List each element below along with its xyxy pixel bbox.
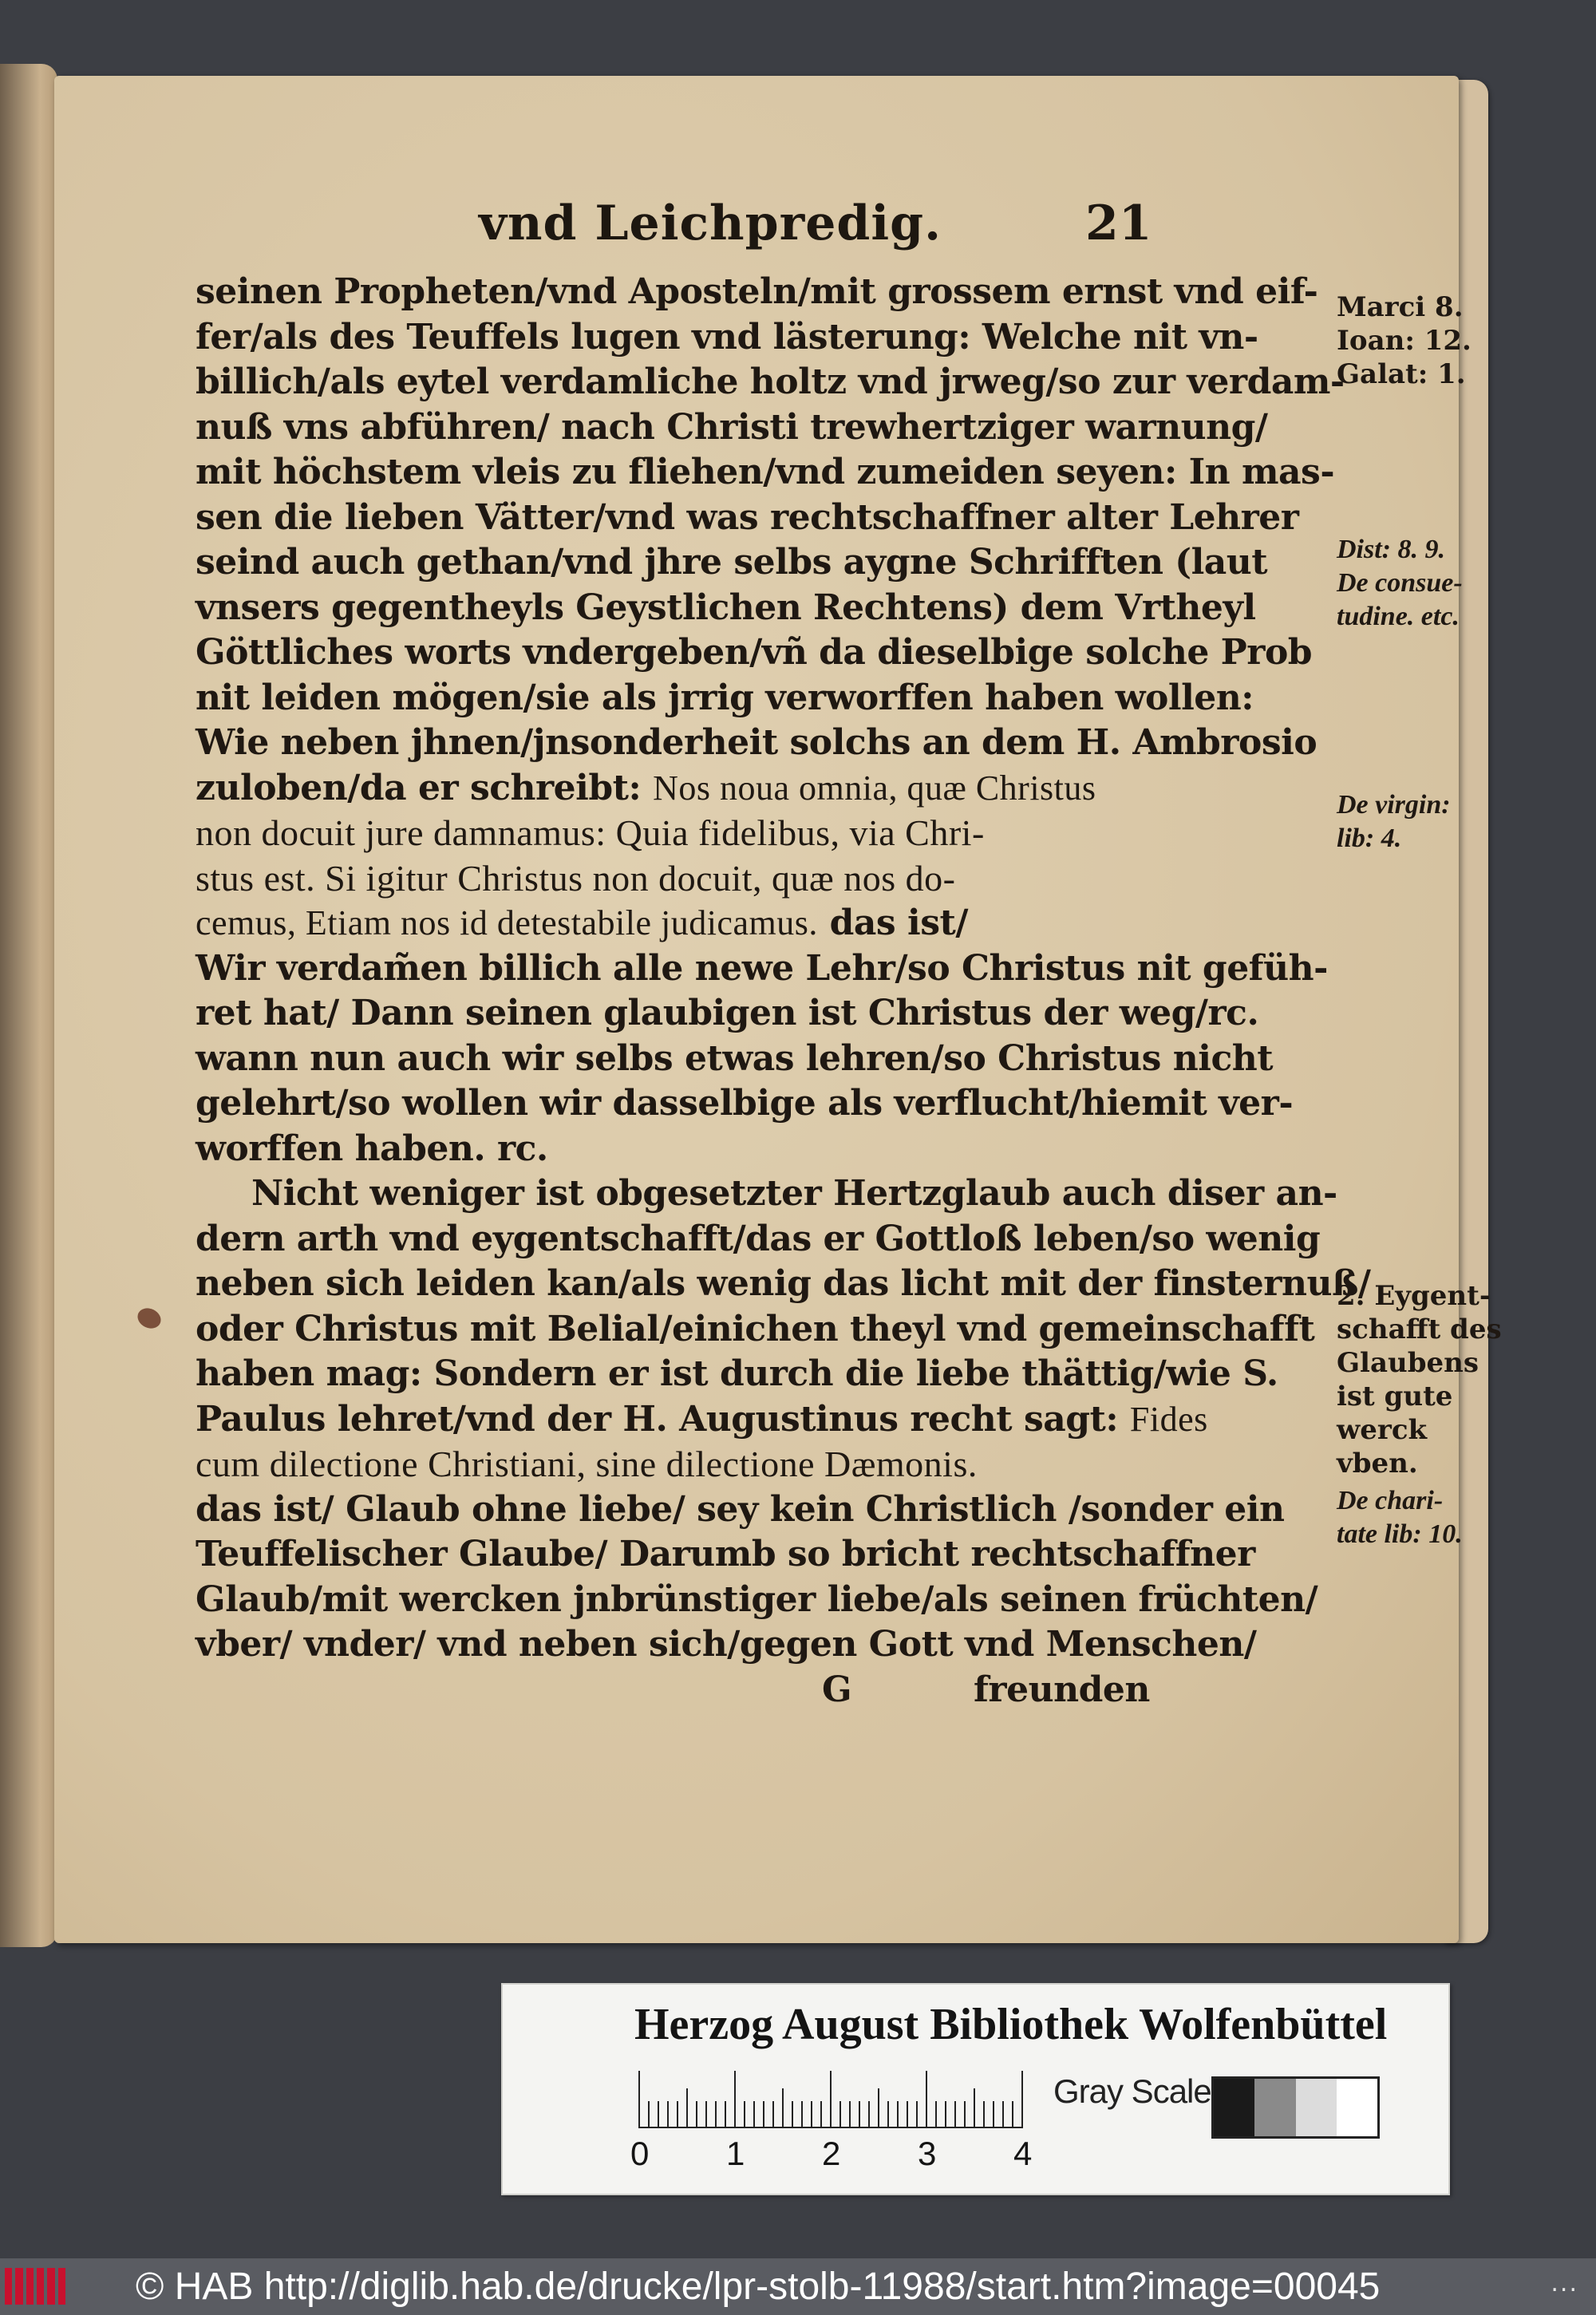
ruler-number: 4 (1013, 2135, 1033, 2172)
text-line: sen die lieben Vätter/vnd was rechtschaffner alter Lehrer (196, 496, 1299, 538)
text-latin: cemus, Etiam nos id detestabile judicamus. (196, 903, 818, 942)
ruler-tick (887, 2101, 889, 2128)
text-line: wann nun auch wir selbs etwas lehren/so Christus nicht (196, 1037, 1274, 1079)
ruler-tick (945, 2101, 946, 2128)
ruler-tick (638, 2071, 640, 2128)
margin-note: Dist: 8. 9. De consue- tudine. etc. (1337, 535, 1463, 631)
text-line: seinen Propheten/vnd Aposteln/mit grossem ernst vnd eif- (196, 271, 1318, 312)
logo-stripe (47, 2268, 54, 2305)
running-head: vnd Leichpredig. (479, 196, 942, 251)
text-line: mit höchstem vleis zu fliehen/vnd zumeiden seyen: In mas- (196, 452, 1335, 492)
gray-swatch (1296, 2079, 1337, 2136)
text-line: neben sich leiden kan/als wenig das licht mit der finsternuß/ (196, 1263, 1371, 1304)
ruler-number: 1 (726, 2135, 745, 2172)
text-line: Nicht weniger ist obgesetzter Hertzglaub auch diser an- (251, 1173, 1337, 1214)
ruler-tick (705, 2101, 707, 2128)
text-line: Teuffelischer Glaube/ Darumb so bricht rechtschaffner (196, 1534, 1255, 1574)
logo-stripe (37, 2268, 44, 2305)
text-line (196, 901, 1137, 946)
ruler-tick (667, 2101, 669, 2128)
text-line: fer/als des Teuffels lugen vnd lästerung: Welche nit vn- (196, 316, 1258, 358)
footer-bar (0, 2258, 1596, 2315)
text-line: gelehrt/so wollen wir dasselbige als verflucht/hiemit ver- (196, 1083, 1294, 1124)
ruler-tick (993, 2101, 994, 2128)
ruler-tick (974, 2088, 975, 2128)
facing-page-edge (0, 64, 57, 1947)
text-line: Wie neben jhnen/jnsonderheit solchs an dem H. Ambrosio (196, 722, 1317, 763)
text-line: Glaub/mit wercken jnbrünstiger liebe/als seinen früchten/ (196, 1578, 1318, 1620)
text-line: billich/als eytel verdamliche holtz vnd jrweg/so zur verdam- (196, 361, 1345, 402)
ruler-tick (811, 2101, 812, 2128)
text-line: Wir verdam̃en billich alle newe Lehr/so Christus nit gefüh- (196, 947, 1328, 989)
ruler-tick (839, 2101, 841, 2128)
ruler-tick (983, 2101, 985, 2128)
ruler-tick (849, 2101, 851, 2128)
text-line (196, 766, 1137, 812)
text-fraktur: das ist/ (829, 903, 968, 943)
ruler-tick (859, 2101, 860, 2128)
text-line: dern arth vnd eygentschafft/das er Gottloß leben/so wenig (196, 1218, 1321, 1259)
text-line: nuß vns abführen/ nach Christi trewhertziger warnung/ (196, 406, 1268, 448)
ruler-tick (954, 2101, 956, 2128)
gray-scale-bar (1211, 2076, 1380, 2139)
text-line-latin: non docuit jure damnamus: Quia fidelibus, via Chri- (196, 812, 985, 853)
signature-line (196, 1668, 1150, 1713)
signature-mark: G (822, 1669, 852, 1710)
logo-stripe (15, 2268, 22, 2305)
hab-logo-icon (5, 2268, 65, 2305)
more-icon[interactable]: ... (1551, 2270, 1578, 2297)
ruler-tick (677, 2101, 678, 2128)
ruler-tick (907, 2101, 908, 2128)
copyright-url[interactable]: © HAB http://diglib.hab.de/drucke/lpr-stolb-11988/start.htm?image=00045 (136, 2266, 1381, 2308)
ruler-tick (1012, 2101, 1013, 2128)
text-fraktur: Paulus lehret/vnd der H. Augustinus recht sagt: (196, 1398, 1119, 1440)
page-header (463, 196, 1181, 267)
margin-note: De chari- tate lib: 10. (1337, 1486, 1463, 1549)
ruler-tick (744, 2101, 745, 2128)
gray-swatch (1214, 2079, 1254, 2136)
ruler-tick (830, 2071, 832, 2128)
ruler-tick (648, 2101, 650, 2128)
ruler-tick (820, 2101, 822, 2128)
ruler-tick (868, 2101, 870, 2128)
logo-stripe (26, 2268, 34, 2305)
text-latin: Nos noua omnia, quæ Christus (653, 768, 1096, 808)
text-fraktur: zuloben/da er schreibt: (196, 767, 642, 808)
ruler-tick (792, 2101, 793, 2128)
ruler-tick (734, 2071, 736, 2128)
margin-note: 2. Eygent- schafft des Glaubens ist gute werck vben. (1337, 1280, 1502, 1479)
ruler (638, 2064, 1023, 2128)
gray-scale-label: Gray Scale (1053, 2072, 1211, 2110)
logo-stripe (5, 2268, 12, 2305)
color-scale-card (501, 1983, 1450, 2195)
text-line: vnsers gegentheyls Geystlichen Rechtens) dem Vrtheyl (196, 587, 1256, 628)
ruler-tick (897, 2101, 899, 2128)
ruler-tick (696, 2101, 697, 2128)
gray-swatch (1337, 2079, 1377, 2136)
ruler-tick (964, 2101, 966, 2128)
ruler-tick (715, 2101, 717, 2128)
ruler-tick (1021, 2071, 1023, 2128)
ruler-tick (935, 2101, 937, 2128)
ruler-tick (801, 2101, 803, 2128)
ruler-number: 0 (630, 2135, 650, 2172)
body-text (196, 270, 1502, 1713)
ruler-number: 3 (918, 2135, 937, 2172)
text-line: oder Christus mit Belial/einichen theyl vnd gemeinschafft (196, 1308, 1315, 1349)
text-line: nit leiden mögen/sie als jrrig verworffen haben wollen: (196, 677, 1254, 718)
page-number: 21 (1085, 196, 1152, 251)
margin-note: De virgin: lib: 4. (1337, 790, 1451, 853)
text-line-latin: cum dilectione Christiani, sine dilectione Dæmonis. (196, 1444, 978, 1484)
ruler-tick (878, 2088, 879, 2128)
ruler-number: 2 (822, 2135, 841, 2172)
margin-note: Marci 8. Ioan: 12. Galat: 1. (1337, 291, 1472, 390)
text-latin: Fides (1129, 1399, 1208, 1439)
text-line-latin: stus est. Si igitur Christus non docuit, quæ nos do- (196, 857, 956, 899)
gray-swatch (1254, 2079, 1295, 2136)
text-line: worffen haben. rc. (196, 1128, 548, 1169)
ruler-tick (926, 2071, 927, 2128)
text-line: das ist/ Glaub ohne liebe/ sey kein Christlich /sonder ein (196, 1488, 1285, 1530)
text-line: ret hat/ Dann seinen glaubigen ist Christus der weg/rc. (196, 993, 1259, 1033)
ruler-tick (782, 2088, 784, 2128)
ruler-tick (916, 2101, 918, 2128)
text-line (196, 1397, 1208, 1443)
catchword: freunden (974, 1669, 1150, 1710)
text-line: vber/ vnder/ vnd neben sich/gegen Gott vnd Menschen/ (196, 1624, 1257, 1665)
ruler-tick (725, 2101, 726, 2128)
ruler-tick (1002, 2101, 1004, 2128)
text-line: seind auch gethan/vnd jhre selbs aygne Schrifften (laut (196, 542, 1268, 583)
text-line: haben mag: Sondern er ist durch die liebe thättig/wie S. (196, 1353, 1278, 1394)
library-name: Herzog August Bibliothek Wolfenbüttel (634, 2000, 1388, 2049)
ruler-tick (658, 2101, 659, 2128)
ruler-tick (686, 2088, 688, 2128)
logo-stripe (58, 2268, 65, 2305)
ruler-tick (772, 2101, 774, 2128)
text-line: Göttliches worts vndergeben/vñ da dieselbige solche Prob (196, 632, 1313, 673)
ruler-tick (763, 2101, 764, 2128)
ruler-tick (753, 2101, 755, 2128)
